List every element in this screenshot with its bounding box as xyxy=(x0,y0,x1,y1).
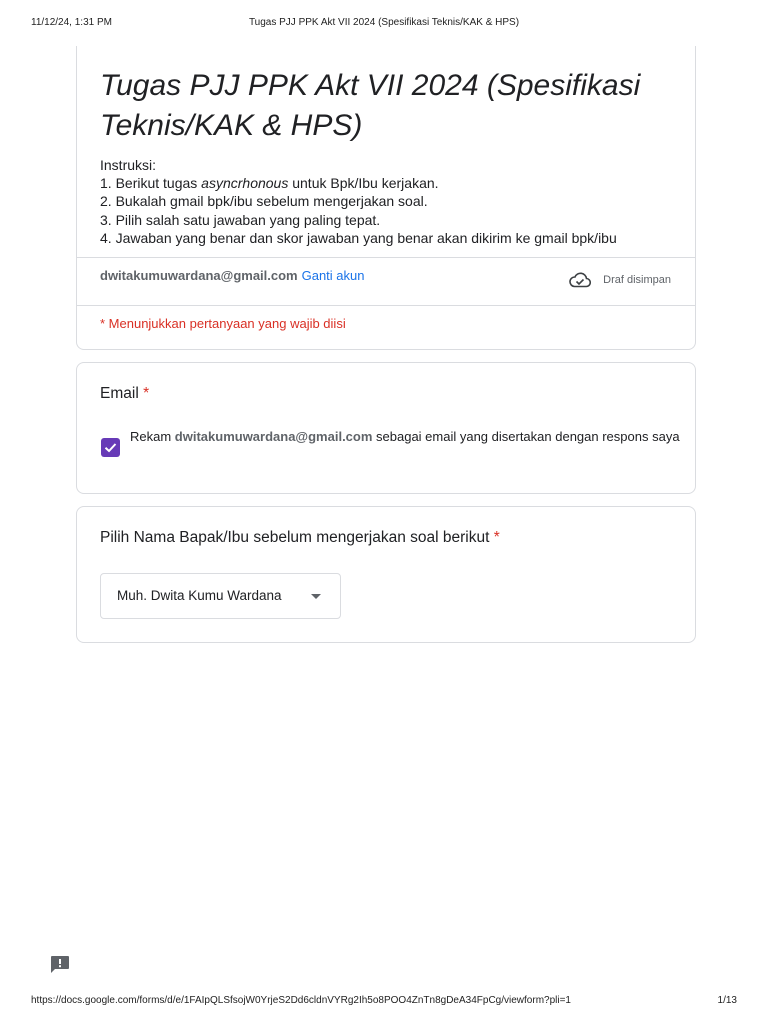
name-question-title xyxy=(100,529,500,547)
caret-down-icon xyxy=(311,594,321,599)
name-question-label: Pilih Nama Bapak/Ibu sebelum mengerjakan soal berikut xyxy=(100,529,490,546)
record-email-prefix: Rekam xyxy=(130,429,175,444)
record-email-checkbox[interactable] xyxy=(101,438,120,457)
form-instructions xyxy=(100,156,685,247)
instruction-line-4: 4. Jawaban yang benar dan skor jawaban yang benar akan dikirim ke gmail bpk/ibu xyxy=(100,229,617,246)
print-page-number: 1/13 xyxy=(717,995,737,1006)
name-question-card xyxy=(76,506,696,643)
email-question-label: Email xyxy=(100,385,139,402)
divider xyxy=(77,305,695,306)
record-email-label xyxy=(130,427,680,446)
required-star: * xyxy=(143,385,150,402)
print-date: 11/12/24, 1:31 PM xyxy=(31,17,112,28)
instruction-line-1-suffix: untuk Bpk/Ibu kerjakan. xyxy=(288,175,439,192)
instructions-heading: Instruksi: xyxy=(100,157,157,173)
required-note: * Menunjukkan pertanyaan yang wajib diisi xyxy=(100,316,346,331)
print-url: https://docs.google.com/forms/d/e/1FAIpQLSfsojW0YrjeS2Dd6cldnVYRg2Ih5o8POO4ZnTn8gDeA34FpCg/viewform?pli=1 xyxy=(31,995,571,1006)
email-question-title xyxy=(100,385,149,403)
instruction-line-3: 3. Pilih salah satu jawaban yang paling tepat. xyxy=(100,211,381,228)
instruction-line-1 xyxy=(100,174,685,192)
required-star: * xyxy=(493,529,500,546)
instruction-line-2: 2. Bukalah gmail bpk/ibu sebelum mengerjakan soal. xyxy=(100,193,428,210)
check-icon xyxy=(103,440,118,455)
draft-status-label: Draf disimpan xyxy=(603,274,671,286)
name-dropdown-value: Muh. Dwita Kumu Wardana xyxy=(117,588,282,603)
switch-account-link[interactable]: Ganti akun xyxy=(301,268,365,283)
print-title: Tugas PJJ PPK Akt VII 2024 (Spesifikasi Teknis/KAK & HPS) xyxy=(248,17,520,28)
record-email-suffix: sebagai email yang disertakan dengan respons saya xyxy=(372,429,680,444)
record-email-address: dwitakumuwardana@gmail.com xyxy=(174,429,373,444)
divider xyxy=(77,257,695,258)
account-email: dwitakumuwardana@gmail.com xyxy=(100,268,298,283)
instruction-line-1-italic: asyncrhonous xyxy=(201,175,289,192)
feedback-icon[interactable] xyxy=(50,955,70,974)
form-header-card xyxy=(76,46,696,350)
email-question-card xyxy=(76,362,696,494)
draft-status xyxy=(569,272,671,288)
print-footer xyxy=(0,995,768,1009)
name-dropdown[interactable] xyxy=(100,573,341,619)
cloud-check-icon xyxy=(569,272,591,288)
print-header xyxy=(0,17,768,31)
form-title: Tugas PJJ PPK Akt VII 2024 (Spesifikasi Teknis/KAK & HPS) xyxy=(100,69,641,142)
instruction-line-1-prefix: 1. Berikut tugas xyxy=(100,175,202,192)
